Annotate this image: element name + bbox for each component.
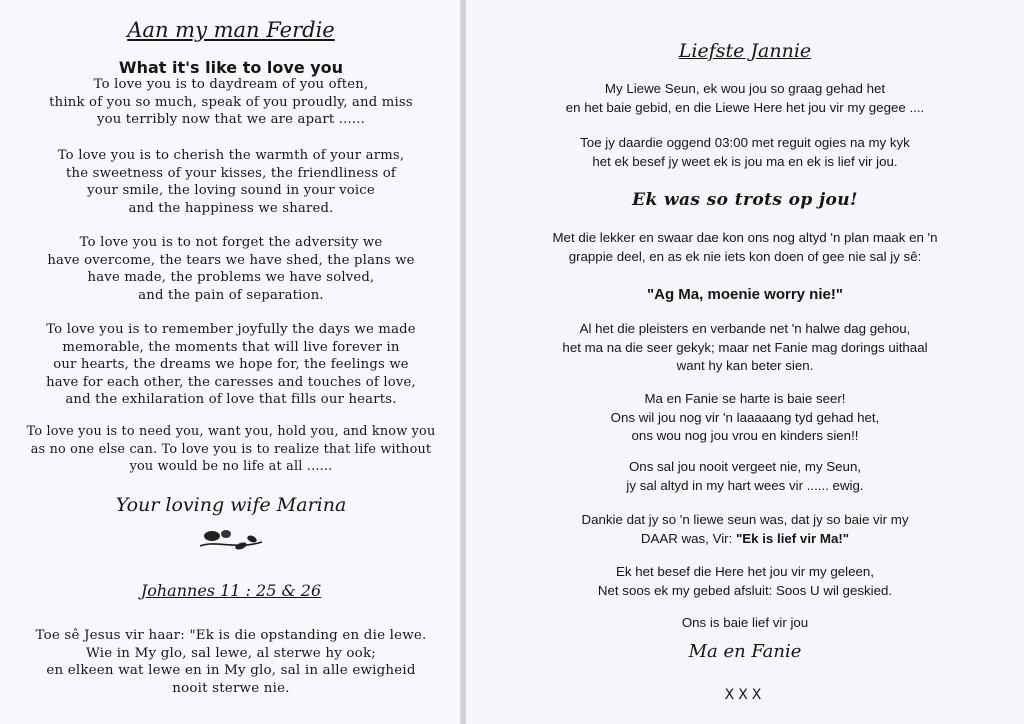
stanza-line: your smile, the loving sound in your voice [87, 183, 375, 198]
stanza-5 [0, 423, 462, 476]
stanza-1 [0, 76, 462, 129]
para-line: het ek besef jy weet ek is jou ma en ek is lief vir jou. [592, 153, 898, 169]
stanza-2 [0, 147, 462, 217]
kisses-text: XXX [724, 687, 766, 703]
left-heading-text: Aan my man Ferdie [127, 18, 335, 42]
proud-heading-text: Ek was so trots op jou! [632, 190, 858, 210]
right-signature-text: Ma en Fanie [688, 641, 802, 662]
stanza-line: To love you is to need you, want you, hold you, and know you [26, 424, 436, 439]
scripture-reference [0, 581, 462, 600]
para-line: grappie deel, en as ek nie iets kon doen of gee nie sal jy sê: [568, 248, 922, 264]
scripture-text [0, 627, 462, 697]
rose-icon [196, 526, 266, 554]
para-line: Net soos ek my gebed afsluit: Soos U wil geskied. [597, 582, 893, 598]
right-heading [466, 40, 1024, 62]
para-line: Met die lekker en swaar dae kon ons nog altyd 'n plan maak en 'n [552, 230, 938, 245]
para-line: en het baie gebid, en die Liewe Here het jou vir my gegee .... [565, 99, 925, 115]
scripture-line: nooit sterwe nie. [172, 680, 290, 696]
para-line: ons wou nog jou vrou en kinders sien!! [631, 428, 859, 443]
worry-quote-text: "Ag Ma, moenie worry nie!" [647, 286, 843, 303]
scripture-reference-text: Johannes 11 : 25 & 26 [140, 581, 322, 600]
para-line: het ma na die seer gekyk; maar net Fanie mag dorings uithaal [562, 339, 928, 355]
kisses [466, 684, 1024, 703]
stanza-line: have for each other, the caresses and touches of love, [46, 374, 416, 390]
stanza-line: have made, the problems we have solved, [87, 270, 375, 285]
stanza-line: our hearts, the dreams we hope for, the feelings we [53, 357, 409, 372]
para-line: Ons sal jou nooit vergeet nie, my Seun, [628, 459, 862, 474]
right-heading-text: Liefste Jannie [678, 40, 812, 62]
stanza-line: memorable, the moments that will live forever in [62, 339, 400, 355]
stanza-line: think of you so much, speak of you proudly, and miss [49, 94, 413, 110]
para-6 [466, 458, 1024, 495]
right-signature [466, 641, 1024, 662]
right-page [466, 0, 1024, 724]
stanza-line: To love you is to remember joyfully the days we made [46, 322, 416, 337]
stanza-line: the sweetness of your kisses, the friendliness of [66, 165, 396, 181]
para-5 [466, 390, 1024, 446]
stanza-line: and the happiness we shared. [128, 200, 334, 216]
left-signature-text: Your loving wife Marina [115, 494, 347, 516]
left-page [0, 0, 462, 724]
left-signature [0, 494, 462, 516]
left-subheading-text: What it's like to love you [118, 58, 344, 77]
scripture-line: en elkeen wat lewe en in My glo, sal in alle ewigheid [46, 663, 416, 678]
para-line-mixed [466, 530, 1024, 549]
para-7 [466, 511, 1024, 548]
para-1 [466, 80, 1024, 117]
stanza-line: have overcome, the tears we have shed, the plans we [47, 252, 415, 268]
left-subheading [0, 58, 462, 77]
para-8 [466, 563, 1024, 600]
para-4 [466, 320, 1024, 376]
para-line: Ek het besef die Here het jou vir my geleen, [616, 564, 874, 579]
para-line: jy sal altyd in my hart wees vir ...... ewig. [626, 477, 864, 493]
para-3 [466, 229, 1024, 266]
para-line: Toe jy daardie oggend 03:00 met reguit ogies na my kyk [580, 135, 910, 150]
stanza-line: To love you is to not forget the adversity we [79, 235, 383, 250]
stanza-line: as no one else can. To love you is to realize that life without [30, 441, 432, 457]
stanza-line: you would be no life at all ...... [129, 459, 333, 474]
proud-heading [466, 190, 1024, 210]
love-quote: "Ek is lief vir Ma!" [735, 530, 850, 546]
para-line: want hy kan beter sien. [676, 358, 814, 373]
stanza-line: you terribly now that we are apart ...... [96, 112, 366, 127]
stanza-line: To love you is to cherish the warmth of your arms, [57, 148, 405, 163]
scripture-line: Toe sê Jesus vir haar: "Ek is die opstanding en die lewe. [35, 628, 427, 643]
left-heading [0, 18, 462, 42]
stanza-4 [0, 321, 462, 409]
para-line: Ons wil jou nog vir 'n laaaaang tyd gehad het, [610, 409, 880, 425]
para-text: DAAR was, Vir: [640, 530, 736, 546]
stanza-line: and the pain of separation. [138, 287, 324, 303]
rose-ornament [0, 526, 462, 558]
closing-line [466, 614, 1024, 633]
worry-quote [466, 284, 1024, 303]
stanza-3 [0, 234, 462, 304]
para-2 [466, 134, 1024, 171]
closing-text: Ons is baie lief vir jou [681, 615, 809, 630]
para-line: Al het die pleisters en verbande net 'n halwe dag gehou, [579, 321, 911, 336]
scripture-line: Wie in My glo, sal lewe, al sterwe hy ook; [86, 645, 376, 661]
stanza-line: and the exhilaration of love that fills our hearts. [65, 392, 397, 407]
para-line: Dankie dat jy so 'n liewe seun was, dat jy so baie vir my [581, 512, 909, 527]
stanza-line: To love you is to daydream of you often, [93, 77, 369, 92]
para-line: My Liewe Seun, ek wou jou so graag gehad het [604, 81, 886, 96]
para-line: Ma en Fanie se harte is baie seer! [644, 391, 846, 406]
